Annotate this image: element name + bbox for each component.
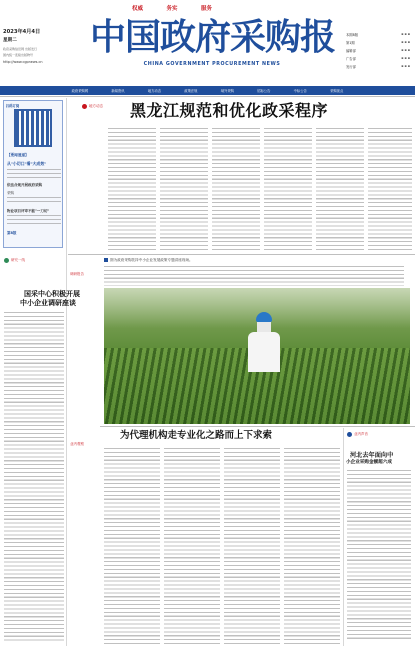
headline-body-col1: [108, 128, 156, 252]
section2-caption-text: 图为政府采购扶持中小企业发展政策专题讲座现场。: [110, 258, 193, 262]
serial-line: 国内统一连续出版物号: [3, 53, 34, 57]
label-distribution: 发行部: [346, 65, 356, 69]
sidebar-brief-3[interactable]: 采购: [7, 191, 14, 195]
sidebar-brief-4[interactable]: 物业项目评审不能"一刀切": [7, 209, 50, 213]
masthead-left: [3, 28, 41, 64]
sidebar-brief-1[interactable]: 从"小切口"看"大成效": [7, 161, 47, 166]
section2-side-tag-label: 调研报告: [70, 272, 84, 276]
section3-body-col1: [104, 448, 160, 644]
section3-box-tag: [347, 432, 368, 437]
nav-item[interactable]: 采购视点: [330, 89, 344, 93]
section2-tag-label: 研究一线: [11, 258, 25, 262]
nav-item[interactable]: 域外采购: [220, 89, 234, 93]
masthead-right: 本期8版 ▪ ▪ ▪ 第1期 ▪ ▪ ▪ 编辑部 ▪ ▪ ▪ 广告部 ▪ ▪ ▪ 发行部 ▪ ▪ ▪: [346, 32, 410, 69]
label-ads: 广告部: [346, 57, 356, 61]
blue-dot-icon: [347, 432, 352, 437]
headline-body-col5: [316, 128, 364, 252]
section3-side-tag-label: 业内观察: [70, 442, 84, 446]
publisher-line: 政府采购信息网 出版发行: [3, 47, 37, 51]
sidebar-brief-5[interactable]: 第8版: [7, 231, 17, 235]
label-pages: 本期8版: [346, 33, 358, 37]
red-dot-icon: [82, 104, 87, 109]
headline-body-col6: [368, 128, 412, 252]
nav-item[interactable]: 新闻资讯: [111, 89, 125, 93]
section3-box-title-2[interactable]: 小企业采购金额超六成: [346, 460, 392, 465]
section2-title-1[interactable]: 国采中心积极开展: [24, 290, 80, 298]
sidebar-box: [3, 100, 63, 248]
tagline-practical: 务实: [166, 6, 178, 12]
issue-date: 2023年4月4日: [3, 29, 41, 35]
tagline-authority: 权威: [132, 6, 144, 12]
section3-side-tag: [70, 430, 84, 449]
tagline-service: 服务: [200, 6, 212, 12]
section3-body-col3: [224, 448, 280, 644]
green-dot-icon: [4, 258, 9, 263]
qr-code[interactable]: [14, 109, 52, 147]
section2-photo-caption: [104, 258, 404, 263]
section3-box-tag-label: 业内声音: [354, 432, 368, 436]
nav-item[interactable]: 政策法规: [184, 89, 198, 93]
qr-caption: 扫码订阅: [6, 104, 20, 108]
nav-item[interactable]: 招标公告: [257, 89, 271, 93]
headline-title[interactable]: 黑龙江规范和优化政采程序: [130, 101, 329, 120]
nav-bar: [0, 86, 415, 95]
website-link[interactable]: http://www.cgpnews.cn: [3, 60, 43, 64]
newspaper-title-en: CHINA GOVERNMENT PROCUREMENT NEWS: [143, 62, 281, 67]
headline-body-col3: [212, 128, 260, 252]
section3-box-title-1[interactable]: 河北去年面向中: [350, 452, 394, 459]
section3-body-col4: [284, 448, 340, 644]
headline-tag-label: 地方动态: [89, 104, 103, 108]
headline-body-col2: [160, 128, 208, 252]
nav-item[interactable]: 中标公告: [293, 89, 307, 93]
section3-title[interactable]: 为代理机构走专业化之路而上下求索: [120, 430, 273, 441]
nav-item[interactable]: 政府采购网: [71, 89, 89, 93]
headline-tag: [82, 104, 122, 109]
section2-side-tag: [70, 260, 98, 279]
section2-tag: [4, 258, 25, 263]
newspaper-title: 中国政府采购报: [90, 16, 336, 58]
section2-body-left: [4, 312, 64, 642]
caption-square-icon: [104, 258, 108, 262]
label-issue: 第1期: [346, 41, 355, 45]
section3-body-col2: [164, 448, 220, 644]
section2-title-2[interactable]: 中小企业调研座谈: [20, 299, 76, 307]
worker-figure: [244, 312, 284, 372]
section2-lead: [104, 266, 404, 286]
section2-photo[interactable]: [104, 288, 410, 424]
sidebar-brief-2[interactable]: 依法合规开展政府采购: [7, 183, 42, 187]
section3-box-body: [347, 470, 411, 640]
tagline: [132, 4, 212, 12]
nav-item[interactable]: 地方动态: [147, 89, 162, 93]
label-editorial: 编辑部: [346, 49, 356, 53]
issue-weekday: 星期二: [3, 38, 17, 43]
headline-body-col4: [264, 128, 312, 252]
sidebar-header: 【要闻速递】: [7, 153, 29, 157]
